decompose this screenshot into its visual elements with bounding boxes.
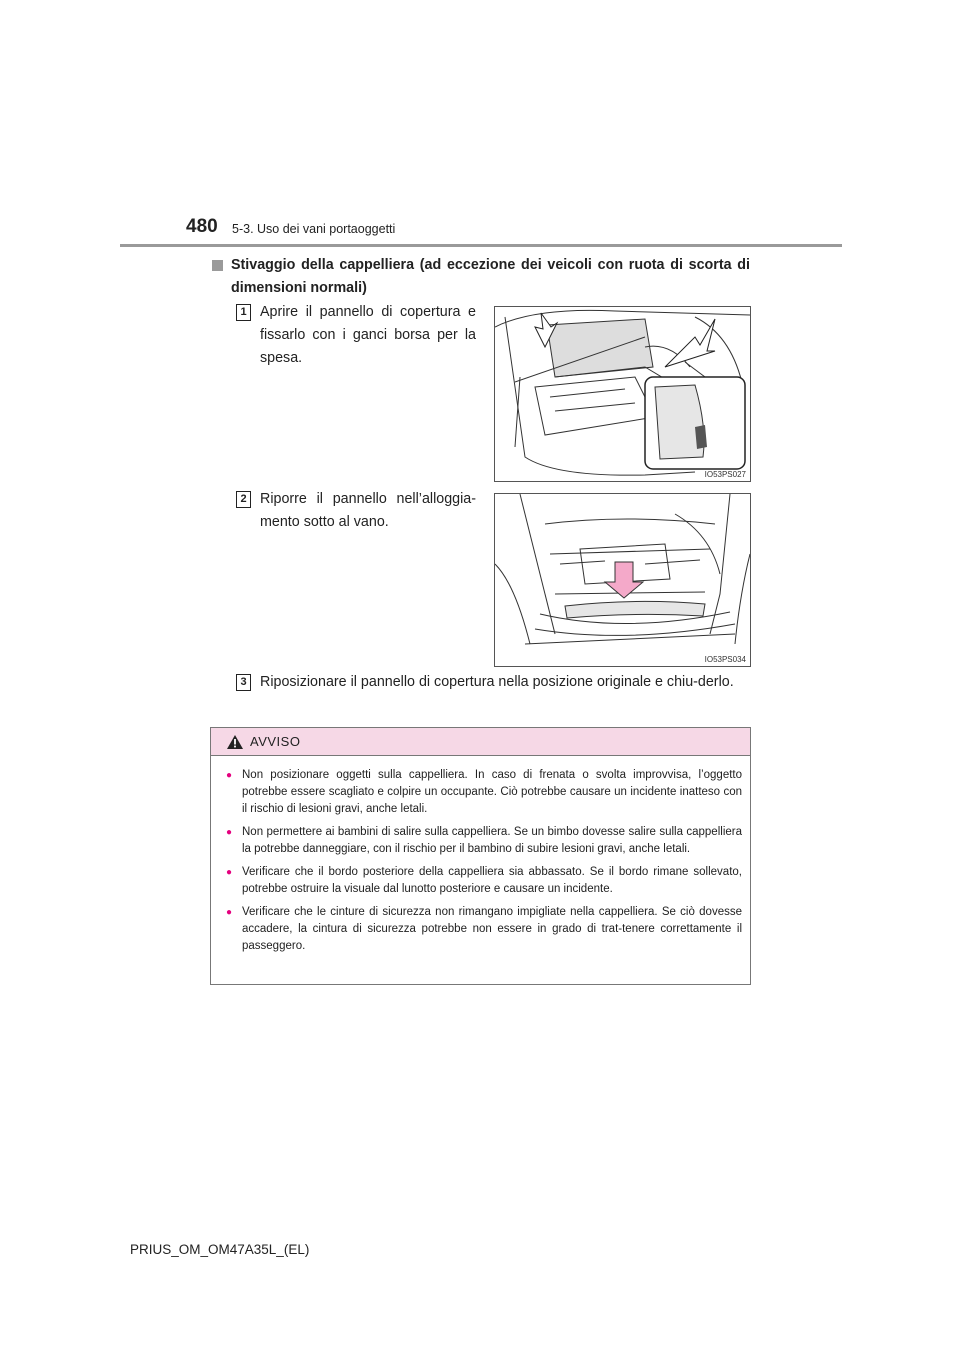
step-text-1: Aprire il pannello di copertura e fissarlo con i ganci borsa per la spesa. (260, 304, 476, 366)
header-rule (120, 244, 842, 247)
page-number: 480 (186, 216, 218, 237)
step-number-3: 3 (236, 674, 251, 691)
warning-item (226, 767, 742, 818)
bullet-icon: ● (226, 867, 233, 878)
warning-item-text: Non posizionare oggetti sulla cappelliera. In caso di frenata o svolta improvvisa, l’oggetto potrebbe essere scagliato e colpire un occupante. Ciò potrebbe causare un incidente inatteso con il rischio di lesioni gravi, anche letali. (242, 769, 742, 815)
step-text-2: Riporre il pannello nell’alloggia-mento sotto al vano. (260, 491, 476, 530)
bullet-icon: ● (226, 907, 233, 918)
trunk-illustration-1 (495, 307, 750, 481)
figure-code-2: IO53PS034 (704, 655, 746, 664)
warning-item (226, 824, 742, 858)
bullet-icon: ● (226, 827, 233, 838)
section-heading (212, 254, 750, 300)
warning-item-text: Verificare che le cinture di sicurezza non rimangano impigliate nella cappelliera. Se ciò dovesse accadere, la cintura di sicurezza potrebbe non essere in grado di trat-tenere correttamente il passeggero. (242, 906, 742, 952)
warning-header (211, 728, 750, 756)
section-header: 5-3. Uso dei vani portaoggetti (232, 222, 396, 236)
bullet-icon: ● (226, 770, 233, 781)
warning-triangle-icon (226, 734, 244, 750)
step-number-2: 2 (236, 491, 251, 508)
warning-item (226, 864, 742, 898)
warning-item (226, 904, 742, 955)
heading-text: Stivaggio della cappelliera (ad eccezione dei veicoli con ruota di scorta di dimensioni normali) (231, 257, 750, 296)
step-text-3: Riposizionare il pannello di copertura nella posizione originale e chiu-derlo. (260, 674, 734, 690)
gray-square-icon (212, 260, 223, 271)
warning-list (211, 756, 750, 955)
warning-box (210, 727, 751, 985)
step-number-1: 1 (236, 304, 251, 321)
figure-open-cover (494, 306, 751, 482)
warning-title: AVVISO (250, 734, 301, 749)
figure-store-cover (494, 493, 751, 667)
document-footer: PRIUS_OM_OM47A35L_(EL) (130, 1242, 310, 1257)
warning-item-text: Verificare che il bordo posteriore della cappelliera sia abbassato. Se il bordo rimane sollevato, potrebbe ostruire la visuale dal lunotto posteriore e causare un incidente. (242, 866, 742, 895)
figure-code-1: IO53PS027 (704, 470, 746, 479)
warning-item-text: Non permettere ai bambini di salire sulla cappelliera. Se un bimbo dovesse salire sulla cappelliera la potrebbe danneggiare, con il rischio per il bambino di subire lesioni gravi, anche letali. (242, 826, 742, 855)
trunk-illustration-2 (495, 494, 750, 666)
